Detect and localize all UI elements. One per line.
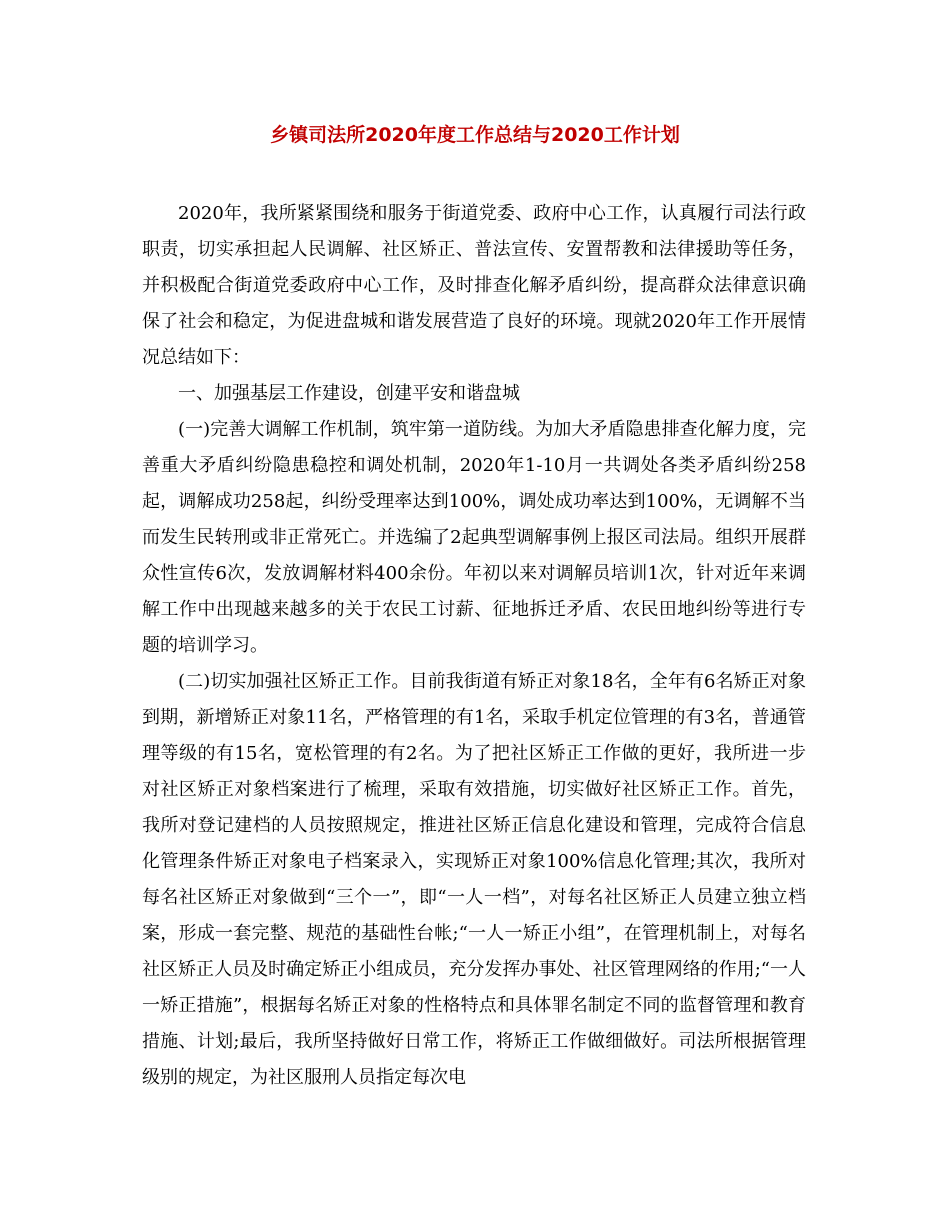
paragraph-mediation: (一)完善大调解工作机制，筑牢第一道防线。为加大矛盾隐患排查化解力度，完善重大矛盾纠纷隐患稳控和调处机制，2020年1-10月一共调处各类矛盾纠纷258起，调解成功258起，纠纷受理率达到100%，调处成功率达到100%，无调解不当而发生民转刑或非正常死亡。并选编了2起典型调解事例上报区司法局。组织开展群众性宣传6次，发放调解材料400余份。年初以来对调解员培训1次，针对近年来调解工作中出现越来越多的关于农民工讨薪、征地拆迁矛盾、农民田地纠纷等进行专题的培训学习。 [142, 419, 806, 656]
paragraph-community-correction: (二)切实加强社区矫正工作。目前我街道有矫正对象18名，全年有6名矫正对象到期，新增矫正对象11名，严格管理的有1名，采取手机定位管理的有3名，普通管理等级的有15名，宽松管理的有2名。为了把社区矫正工作做的更好，我所进一步对社区矫正对象档案进行了梳理，采取有效措施，切实做好社区矫正工作。首先，我所对登记建档的人员按照规定，推进社区矫正信息化建设和管理，完成符合信息化管理条件矫正对象电子档案录入，实现矫正对象100%信息化管理;其次，我所对每名社区矫正对象做到“三个一”，即“一人一档”，对每名社区矫正人员建立独立档案，形成一套完整、规范的基础性台帐;“一人一矫正小组”，在管理机制上，对每名社区矫正人员及时确定矫正小组成员，充分发挥办事处、社区管理网络的作用;“一人一矫正措施”，根据每名矫正对象的性格特点和具体罪名制定不同的监督管理和教育措施、计划;最后，我所坚持做好日常工作，将矫正工作做细做好。司法所根据管理级别的规定，为社区服刑人员指定每次电 [142, 671, 806, 1088]
section-heading-1: 一、加强基层工作建设，创建平安和谐盘城 [178, 383, 520, 404]
document-body [142, 196, 806, 1096]
paragraph-intro: 2020年，我所紧紧围绕和服务于街道党委、政府中心工作，认真履行司法行政职责，切实承担起人民调解、社区矫正、普法宣传、安置帮教和法律援助等任务，并积极配合街道党委政府中心工作，及时排查化解矛盾纠纷，提高群众法律意识确保了社会和稳定，为促进盘城和谐发展营造了良好的环境。现就2020年工作开展情况总结如下： [142, 203, 806, 368]
document-title: 乡镇司法所2020年度工作总结与2020工作计划 [270, 124, 680, 146]
